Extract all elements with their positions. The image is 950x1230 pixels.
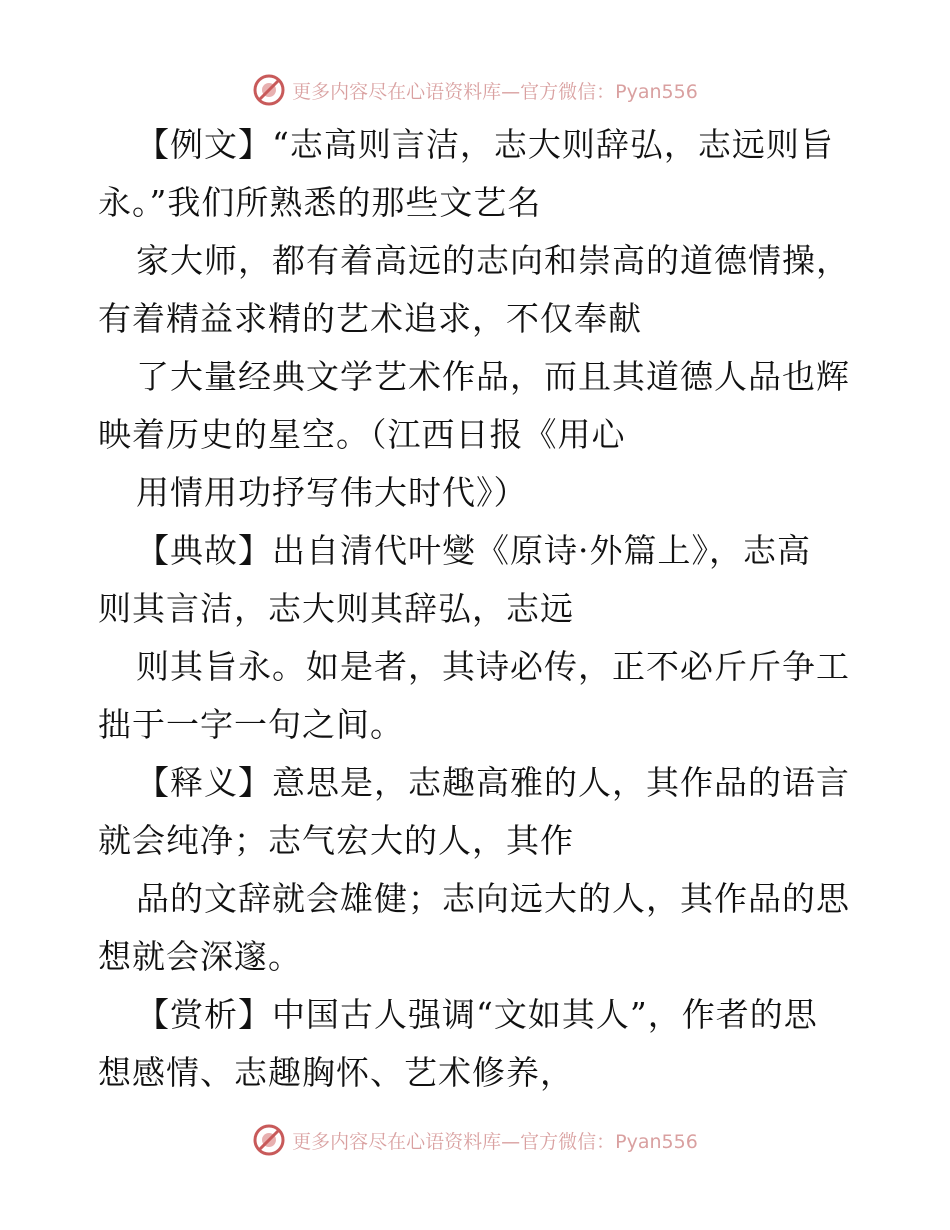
text-line: 永。”我们所熟悉的那些文艺名 (98, 183, 542, 222)
text-line: 想感情、志趣胸怀、艺术修养， (98, 1053, 574, 1092)
text-line: 【典故】出自清代叶燮《原诗·外篇上》，志高 (136, 531, 811, 570)
text-line: 家大师，都有着高远的志向和崇高的道德情操， (136, 241, 850, 280)
header-watermark-banner (0, 70, 950, 110)
footer-watermark-text: 更多内容尽在心语资料库—官方微信：Pyan556 (292, 1130, 698, 1153)
text-line: 用情用功抒写伟大时代》） (136, 473, 528, 512)
text-line: 则其言洁，志大则其辞弘，志远 (98, 589, 574, 628)
text-line: 想就会深邃。 (98, 937, 302, 976)
text-line: 映着历史的星空。（江西日报《用心 (98, 415, 626, 454)
watermark-logo-icon (252, 73, 286, 107)
text-line: 则其旨永。如是者，其诗必传，正不必斤斤争工 (136, 647, 850, 686)
text-line: 就会纯净；志气宏大的人，其作 (98, 821, 574, 860)
footer-watermark-banner (0, 1120, 950, 1160)
text-line: 【赏析】中国古人强调“文如其人”，作者的思 (136, 995, 818, 1034)
document-body (98, 116, 858, 1102)
text-line: 有着精益求精的艺术追求，不仅奉献 (98, 299, 642, 338)
text-line: 【例文】“志高则言洁，志大则辞弘，志远则旨 (136, 125, 834, 164)
watermark-logo-icon (252, 1123, 286, 1157)
text-line: 拙于一字一句之间。 (98, 705, 404, 744)
text-line: 【释义】意思是，志趣高雅的人，其作品的语言 (136, 763, 850, 802)
text-line: 了大量经典文学艺术作品，而且其道德人品也辉 (136, 357, 850, 396)
header-watermark-text: 更多内容尽在心语资料库—官方微信：Pyan556 (292, 80, 698, 103)
text-line: 品的文辞就会雄健；志向远大的人，其作品的思 (136, 879, 850, 918)
